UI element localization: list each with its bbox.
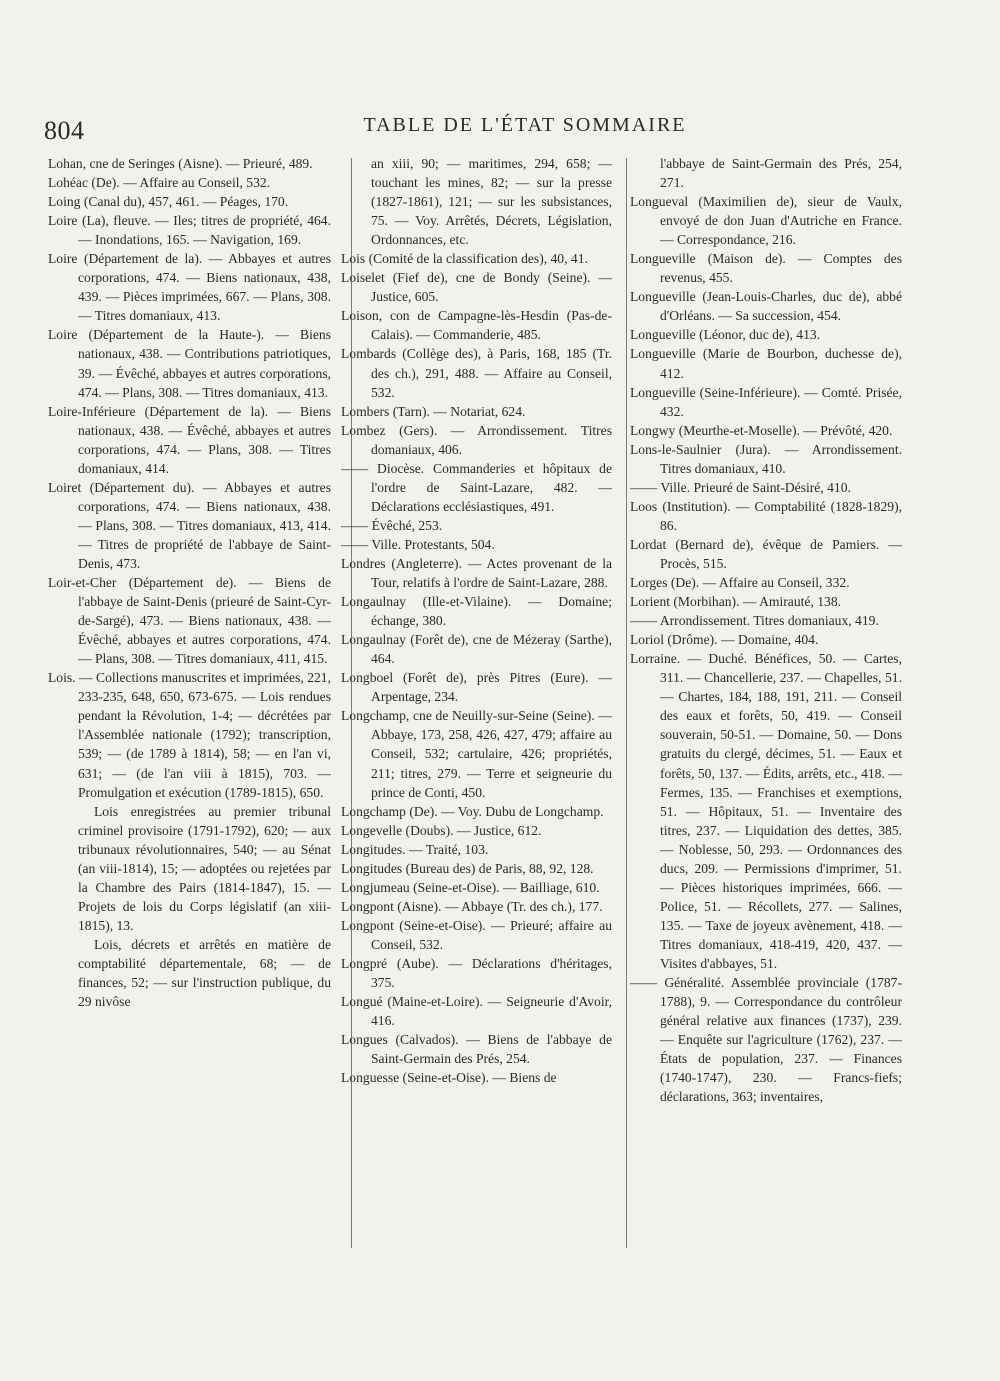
index-entry: Lordat (Bernard de), évêque de Pamiers. — Procès, 515. — [630, 536, 902, 571]
index-entry: Longwy (Meurthe-et-Moselle). — Prévôté, 420. — [630, 422, 893, 438]
index-entry: Loir-et-Cher (Département de). — Biens de l'abbaye de Saint-Denis (prieuré de Saint-Cyr-de-Sargé), 473. — Biens nationaux, 438. — Évêché, abbayes et autres corporations, 474. — Plans, 308. — Titres domaniaux, 411, 415. — [48, 575, 331, 667]
index-entry: Loiret (Département du). — Abbayes et autres corporations, 474. — Biens nationaux, 438. — Plans, 308. — Titres domaniaux, 413, 414. — Titres de propriété de l'abbaye de Saint-Denis, 473. — [48, 479, 331, 571]
index-entry: —— Ville. Protestants, 504. — [341, 536, 495, 552]
index-entry: —— Généralité. Assemblée provinciale (1787-1788), 9. — Correspondance du contrôleur général relative aux finances (1737), 239. — Enquête sur l'agriculture (1762), 237. — États de population, 237. — Finances (1740-1747), 230. — Francs-fiefs; déclarations, 363; inventaires, — [630, 975, 902, 1105]
index-entry: Longues (Calvados). — Biens de l'abbaye de Saint-Germain des Prés, 254. — [341, 1032, 612, 1067]
index-entry: Loos (Institution). — Comptabilité (1828-1829), 86. — [630, 498, 902, 533]
index-entry: Lombards (Collège des), à Paris, 168, 185 (Tr. des ch.), 291, 488. — Affaire au Conseil, 532. — [341, 346, 612, 400]
index-entry: Lorraine. — Duché. Bénéfices, 50. — Cartes, 311. — Chancellerie, 237. — Chapelles, 51. — Chartes, 184, 188, 191, 211. — Conseil des eaux et forêts, 50, 419. — Conseil souverain, 50-51. — Domaine, 50. — Dons gratuits du clergé, décimes, 51. — Eaux et forêts, 50, 137. — Édits, arrêts, etc., 418. — Fermes, 135. — Franchises et exemptions, 51. — Hôpitaux, 51. — Inventaire des titres, 237. — Liquidation des dettes, 385. — Noblesse, 50, 293. — Ordonnances des ducs, 209. — Permissions d'imprimer, 51. — Pièces historiques imprimées, 666. — Police, 51. — Récollets, 277. — Salines, 135. — Taxe de joyeux avènement, 418. — Titres domaniaux, 418-419, 420, 437. — Visites d'abbayes, 51. — [630, 651, 902, 971]
index-entry: Longboel (Forêt de), près Pitres (Eure). — Arpentage, 234. — [341, 670, 612, 705]
index-entry: Loing (Canal du), 457, 461. — Péages, 170. — [48, 194, 289, 210]
page-number: 804 — [44, 116, 85, 145]
index-entry: Loire (Département de la Haute-). — Biens nationaux, 438. — Contributions patriotiques, 39. — Évêché, abbayes et autres corporations, 474. — Plans, 308. — Titres domaniaux, 413. — [48, 327, 331, 400]
index-entry: Longpont (Aisne). — Abbaye (Tr. des ch.), 177. — [341, 898, 603, 914]
index-entry: Loriol (Drôme). — Domaine, 404. — [630, 632, 819, 648]
index-entry: Longitudes. — Traité, 103. — [341, 841, 489, 857]
index-entry: Longaulnay (Forêt de), cne de Mézeray (Sarthe), 464. — [341, 632, 612, 667]
page-title: TABLE DE L'ÉTAT SOMMAIRE — [363, 114, 687, 136]
index-entry: Loiselet (Fief de), cne de Bondy (Seine). — Justice, 605. — [341, 270, 612, 305]
index-entry: Lombez (Gers). — Arrondissement. Titres domaniaux, 406. — [341, 422, 612, 457]
index-entry: Lohéac (De). — Affaire au Conseil, 532. — [48, 175, 271, 191]
index-entry: an xiii, 90; — maritimes, 294, 658; — touchant les mines, 82; — sur la presse (1827-1861), 121; — sur les subsistances, 75. — Voy. Arrêtés, Décrets, Législation, Ordonnances, etc. — [371, 156, 612, 248]
index-entry: Longpont (Seine-et-Oise). — Prieuré; affaire au Conseil, 532. — [341, 917, 612, 952]
index-entry: Loire (La), fleuve. — Iles; titres de propriété, 464. — Inondations, 165. — Navigation, 169. — [48, 213, 331, 248]
index-entry: Loire-Inférieure (Département de la). — Biens nationaux, 438. — Évêché, abbayes et autres corporations, 474. — Plans, 308. — Titres domaniaux, 414. — [48, 403, 331, 476]
index-entry: Longueville (Marie de Bourbon, duchesse de), 412. — [630, 346, 902, 381]
index-column-2 — [341, 154, 612, 1087]
index-entry: Longueville (Jean-Louis-Charles, duc de), abbé d'Orléans. — Sa succession, 454. — [630, 289, 902, 324]
index-entry: —— Évêché, 253. — [341, 517, 443, 533]
index-entry: Lois. — Collections manuscrites et imprimées, 221, 233-235, 648, 650, 673-675. — Lois rendues pendant la Révolution, 1-4; — décrétées par l'Assemblée nationale (1792); transcription, 539; — (de 1789 à 1814), 58; — en l'an vi, 631; — (de l'an viii à 1815), 703. — Promulgation et exécution (1789-1815), 650. — [48, 670, 331, 800]
index-entry: Longueville (Léonor, duc de), 413. — [630, 327, 821, 343]
index-entry: Longchamp (De). — Voy. Dubu de Longchamp. — [341, 803, 604, 819]
index-entry: Lohan, cne de Seringes (Aisne). — Prieuré, 489. — [48, 156, 313, 171]
index-entry: Longitudes (Bureau des) de Paris, 88, 92, 128. — [341, 860, 594, 876]
index-entry: Longjumeau (Seine-et-Oise). — Bailliage, 610. — [341, 879, 600, 895]
index-entry: Longchamp, cne de Neuilly-sur-Seine (Seine). — Abbaye, 173, 258, 426, 427, 479; affaire au Conseil, 532; cartulaire, 426; propriétés, 211; titres, 279. — Terre et seigneurie du prince de Conti, 450. — [341, 708, 612, 800]
index-column-1 — [48, 154, 331, 1011]
index-entry: Longpré (Aube). — Déclarations d'héritages, 375. — [341, 955, 612, 991]
index-entry: Lombers (Tarn). — Notariat, 624. — [341, 403, 526, 419]
index-entry: Lons-le-Saulnier (Jura). — Arrondissement. Titres domaniaux, 410. — [630, 441, 902, 476]
index-column-3 — [630, 154, 902, 1106]
index-entry: —— Ville. Prieuré de Saint-Désiré, 410. — [630, 479, 851, 495]
index-entry: —— Arrondissement. Titres domaniaux, 419. — [630, 613, 879, 629]
index-entry: Lorient (Morbihan). — Amirauté, 138. — [630, 594, 842, 610]
index-entry: Londres (Angleterre). — Actes provenant de la Tour, relatifs à l'ordre de Saint-Lazare, 288. — [341, 555, 612, 591]
index-entry: Longueville (Maison de). — Comptes des revenus, 455. — [630, 251, 902, 286]
index-entry: Lois enregistrées au premier tribunal criminel provisoire (1791-1792), 620; — aux tribunaux révolutionnaires, 540; — au Sénat (an viii-1814), 15; — adoptées ou rejetées par la Chambre des Pairs (1814-1847), 15. — Projets de lois du Corps législatif (an xiii-1815), 13. — [78, 803, 331, 933]
index-entry: Lois (Comité de la classification des), 40, 41. — [341, 251, 588, 267]
index-entry: Longueval (Maximilien de), sieur de Vaulx, envoyé de don Juan d'Autriche en France. — Correspondance, 216. — [630, 194, 902, 248]
index-entry: Longuesse (Seine-et-Oise). — Biens de — [341, 1070, 557, 1086]
index-entry: Longaulnay (Ille-et-Vilaine). — Domaine; échange, 380. — [341, 594, 612, 629]
index-entry: Longué (Maine-et-Loire). — Seigneurie d'Avoir, 416. — [341, 994, 612, 1029]
index-entry: l'abbaye de Saint-Germain des Prés, 254, 271. — [660, 156, 902, 191]
index-entry: Loire (Département de la). — Abbayes et autres corporations, 474. — Biens nationaux, 438, 439. — Pièces imprimées, 667. — Plans, 308. — Titres domaniaux, 413. — [48, 251, 331, 324]
index-entry: Longevelle (Doubs). — Justice, 612. — [341, 822, 542, 838]
column-divider — [626, 158, 627, 1248]
index-entry: Lois, décrets et arrêtés en matière de comptabilité départementale, 68; — de finances, 52; — sur l'instruction publique, du 29 nivôse — [78, 936, 331, 1010]
index-entry: —— Diocèse. Commanderies et hôpitaux de l'ordre de Saint-Lazare, 482. — Déclarations ecclésiastiques, 491. — [341, 460, 612, 514]
index-entry: Lorges (De). — Affaire au Conseil, 332. — [630, 575, 850, 591]
index-entry: Longueville (Seine-Inférieure). — Comté. Prisée, 432. — [630, 384, 902, 419]
index-entry: Loison, con de Campagne-lès-Hesdin (Pas-de-Calais). — Commanderie, 485. — [341, 308, 612, 343]
